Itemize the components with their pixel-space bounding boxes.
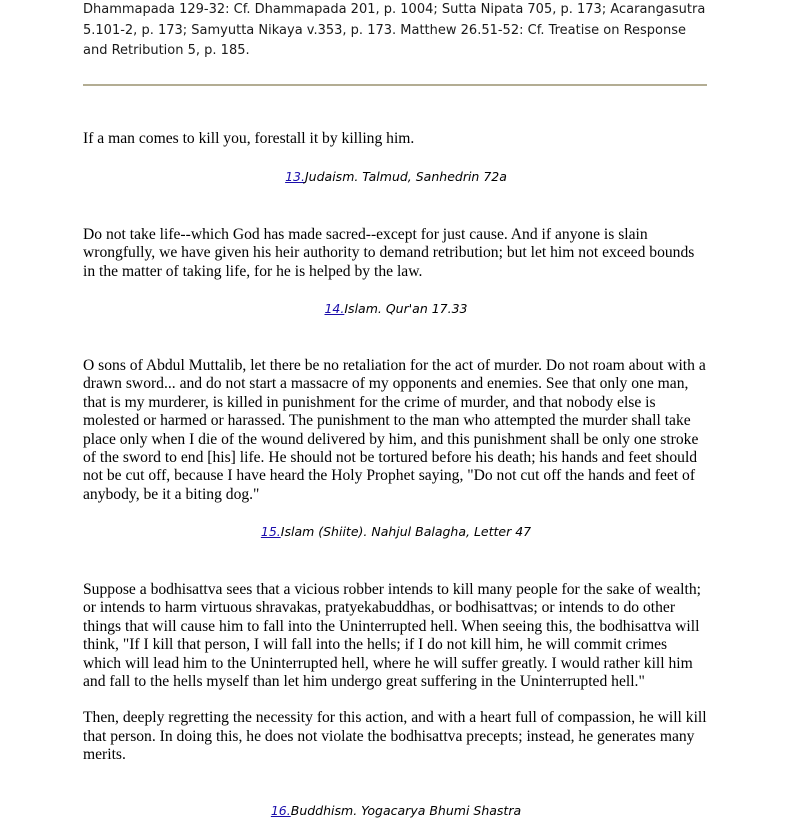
citation-15	[83, 523, 709, 541]
citation-13	[83, 168, 709, 186]
citation-link-14[interactable]: 14.	[324, 301, 345, 316]
citation-link-16[interactable]: 16.	[270, 803, 291, 818]
passage-paragraph: O sons of Abdul Muttalib, let there be no retaliation for the act of murder. Do not roam about with a drawn sword... and do not start a massacre of my opponents and enemies. See that only one man, that is my murderer, is killed in punishment for the crime of murder, and that nobody else is molested or harmed or harassed. The punishment to the man who attempted the murder shall take place only when I die of the wound delivered by him, and this punishment shall be only one stroke of the sword to end [his] life. He should not be tortured before his death; his hands and feet should not be cut off, because I have heard the Holy Prophet saying, "Do not cut off the hands and feet of anybody, be it a biting dog."	[83, 357, 706, 503]
horizontal-rule	[83, 84, 707, 86]
passage-paragraph: If a man comes to kill you, forestall it by killing him.	[83, 130, 415, 147]
footnote-references: Dhammapada 129-32: Cf. Dhammapada 201, p. 1004; Sutta Nipata 705, p. 173; Acarangasutra 5.101-2, p. 173; Samyutta Nikaya v.353, p. 173. Matthew 26.51-52: Cf. Treatise on Response and Retribution 5, p. 185.	[83, 2, 706, 58]
citation-link-15[interactable]: 15.	[260, 524, 281, 539]
passage-16	[83, 581, 709, 765]
citation-source: Buddhism. Yogacarya Bhumi Shastra	[290, 803, 522, 818]
citation-source: Islam. Qur'an 17.33	[344, 301, 468, 316]
citation-link-13[interactable]: 13.	[285, 169, 305, 184]
passage-15	[83, 357, 709, 504]
citation-source: Islam (Shiite). Nahjul Balagha, Letter 47	[280, 524, 532, 539]
citation-16	[83, 802, 709, 820]
passage-paragraph: Then, deeply regretting the necessity for this action, and with a heart full of compassion, he will kill that person. In doing this, he does not violate the bodhisattva precepts; instead, he generates many merits.	[83, 709, 707, 764]
passage-13	[83, 130, 709, 148]
citation-source: Judaism. Talmud, Sanhedrin 72a	[305, 169, 507, 184]
citation-14	[83, 300, 709, 318]
passage-14	[83, 226, 709, 281]
passage-paragraph: Do not take life--which God has made sacred--except for just cause. And if anyone is slain wrongfully, we have given his heir authority to demand retribution; but let him not exceed bounds in the matter of taking life, for he is helped by the law.	[83, 226, 695, 280]
passage-paragraph: Suppose a bodhisattva sees that a vicious robber intends to kill many people for the sake of wealth; or intends to harm virtuous shravakas, pratyekabuddhas, or bodhisattvas; or intends to do other things that will cause him to fall into the Uninterrupted hell. When seeing this, the bodhisattva will think, "If I kill that person, I will fall into the hells; if I do not kill him, he will commit crimes which will lead him to the Uninterrupted hell, where he will suffer greatly. I would rather kill him and fall to the hells myself than let him undergo great suffering in the Uninterrupted hell."	[83, 581, 701, 691]
